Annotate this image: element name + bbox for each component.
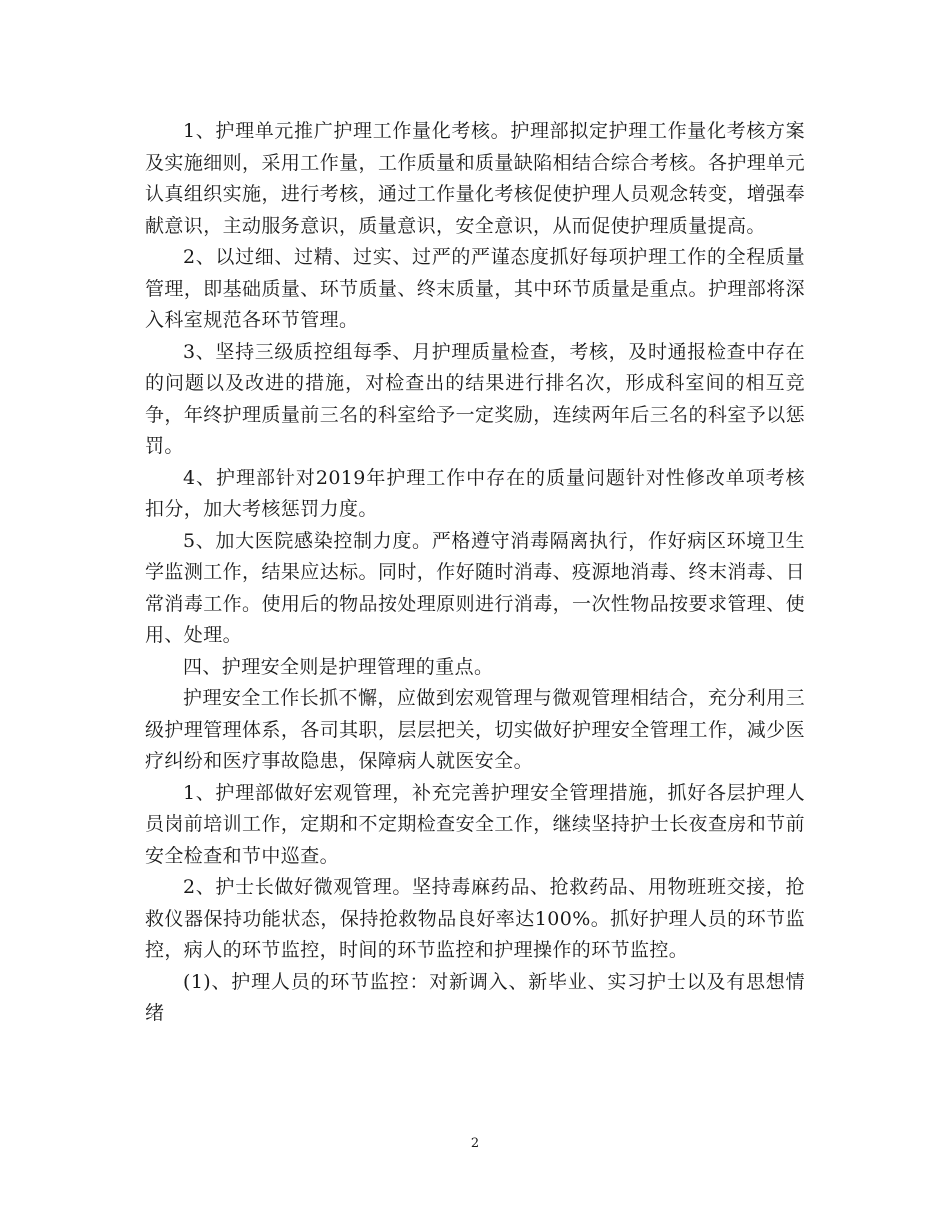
paragraph-item-2-quality-management: 2、以过细、过精、过实、过严的严谨态度抓好每项护理工作的全程质量管理，即基础质量、环节质量、终末质量，其中环节质量是重点。护理部将深入科室规范各环节管理。 <box>145 246 805 331</box>
paragraph-item-4-assessment-revision: 4、护理部针对2019年护理工作中存在的质量问题针对性修改单项考核扣分，加大考核惩罚力度。 <box>145 466 805 520</box>
section-heading-nursing-safety: 四、护理安全则是护理管理的重点。 <box>183 655 494 678</box>
paragraph-item-3-quality-inspection: 3、坚持三级质控组每季、月护理质量检查，考核，及时通报检查中存在的问题以及改进的措施，对检查出的结果进行排名次，形成科室间的相互竞争，年终护理质量前三名的科室给予一定奖励，连续两年后三名的科室予以惩罚。 <box>145 340 805 457</box>
paragraph-item-1-workload-assessment: 1、护理单元推广护理工作量化考核。护理部拟定护理工作量化考核方案及实施细则，采用工作量，工作质量和质量缺陷相结合综合考核。各护理单元认真组织实施，进行考核，通过工作量化考核促使护理人员观念转变，增强奉献意识，主动服务意识，质量意识，安全意识，从而促使护理质量提高。 <box>145 120 805 237</box>
paragraph-safety-item-1-macro-management: 1、护理部做好宏观管理，补充完善护理安全管理措施，抓好各层护理人员岗前培训工作，定期和不定期检查安全工作，继续坚持护士长夜查房和节前安全检查和节中巡查。 <box>145 781 805 867</box>
paragraph-subitem-1-staff-monitoring: (1)、护理人员的环节监控：对新调入、新毕业、实习护士以及有思想情绪 <box>145 970 805 1024</box>
paragraph-item-5-infection-control: 5、加大医院感染控制力度。严格遵守消毒隔离执行，作好病区环境卫生学监测工作，结果应达标。同时，作好随时消毒、疫源地消毒、终末消毒、日常消毒工作。使用后的物品按处理原则进行消毒，一次性物品按要求管理、使用、处理。 <box>145 529 805 646</box>
paragraph-safety-item-2-micro-management: 2、护士长做好微观管理。坚持毒麻药品、抢救药品、用物班班交接，抢救仪器保持功能状态，保持抢救物品良好率达100%。抓好护理人员的环节监控，病人的环节监控，时间的环节监控和护理操作的环节监控。 <box>145 876 805 961</box>
paragraph-safety-overview: 护理安全工作长抓不懈，应做到宏观管理与微观管理相结合，充分利用三级护理管理体系，各司其职，层层把关，切实做好护理安全管理工作，减少医疗纠纷和医疗事故隐患，保障病人就医安全。 <box>145 687 805 772</box>
page-number: 2 <box>470 1136 480 1151</box>
document-body <box>145 116 805 1030</box>
